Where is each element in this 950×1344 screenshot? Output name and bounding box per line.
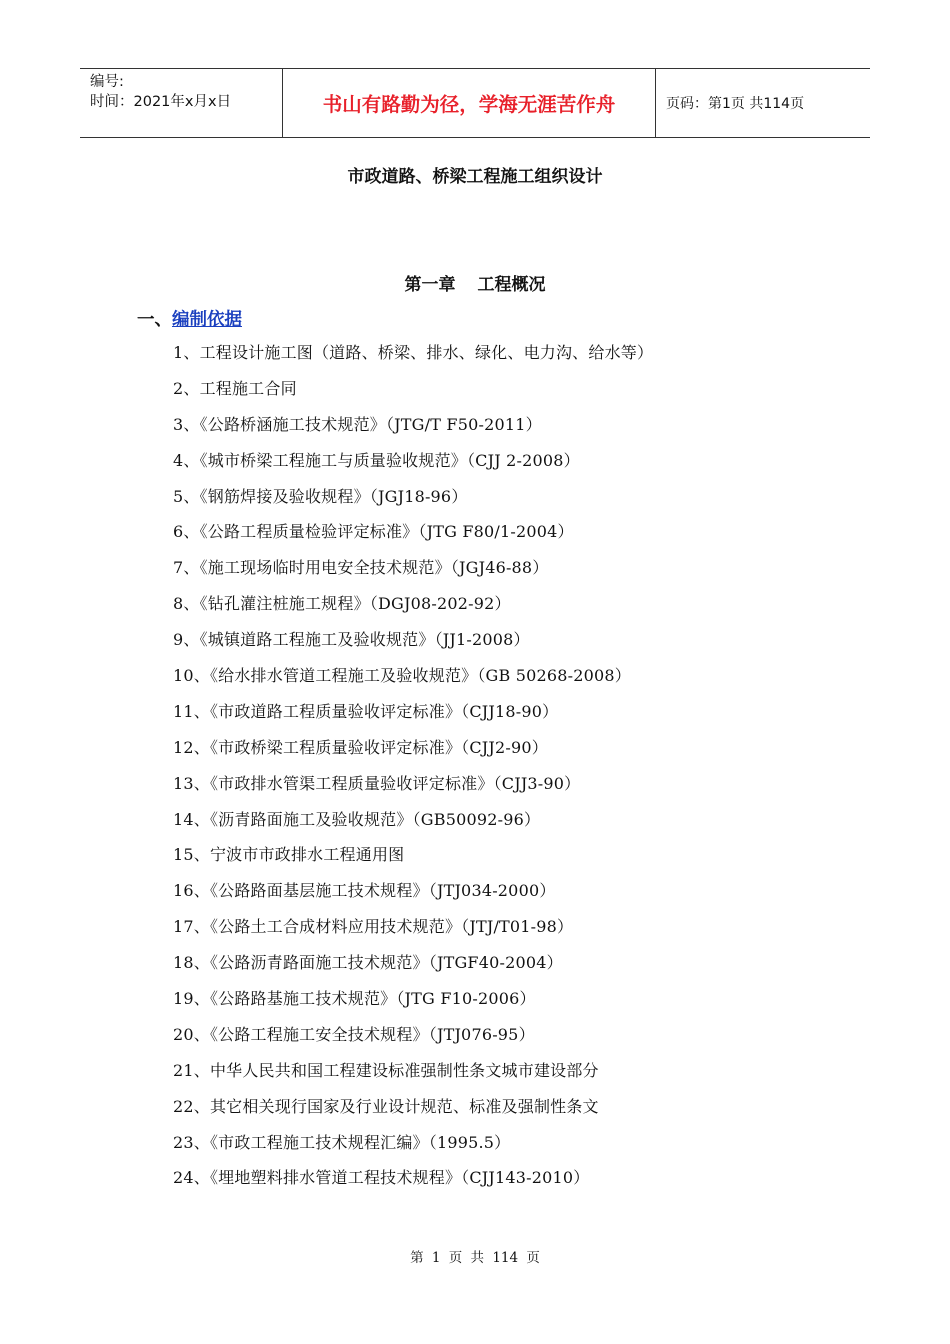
date-label: 时间：2021年x月x日 <box>90 94 232 110</box>
number-label: 编号: <box>90 74 124 90</box>
list-item: 3、《公路桥涵施工技术规范》（JTG/T F50-2011） <box>173 414 542 434</box>
list-item: 13、《市政排水管渠工程质量验收评定标准》（CJJ3-90） <box>173 773 581 793</box>
list-item: 17、《公路土工合成材料应用技术规范》（JTJ/T01-98） <box>173 917 574 937</box>
basis-list <box>173 342 653 1203</box>
list-item: 5、《钢筋焊接及验收规程》（JGJ18-96） <box>173 486 468 506</box>
list-item: 11、《市政道路工程质量验收评定标准》（CJJ18-90） <box>173 701 559 721</box>
list-item: 20、《公路工程施工安全技术规程》（JTJ076-95） <box>173 1024 535 1044</box>
list-item: 23、《市政工程施工技术规程汇编》（1995.5） <box>173 1132 511 1152</box>
list-item: 18、《公路沥青路面施工技术规范》（JTGF40-2004） <box>173 953 563 973</box>
header-motto: 书山有路勤为径，学海无涯苦作舟 <box>282 69 656 137</box>
page-footer: 第 1 页 共 114 页 <box>410 1250 540 1266</box>
list-item: 1、工程设计施工图（道路、桥梁、排水、绿化、电力沟、给水等） <box>173 343 654 362</box>
list-item: 10、《给水排水管道工程施工及验收规范》（GB 50268-2008） <box>173 666 632 686</box>
list-item: 16、《公路路面基层施工技术规程》（JTJ034-2000） <box>173 881 556 901</box>
list-item: 4、《城市桥梁工程施工与质量验收规范》（CJJ 2-2008） <box>173 450 580 470</box>
chapter-number: 第一章 <box>404 275 456 295</box>
list-item: 6、《公路工程质量检验评定标准》（JTG F80/1-2004） <box>173 522 574 542</box>
chapter-title: 工程概况 <box>477 275 546 295</box>
chapter-heading <box>0 270 950 295</box>
list-item: 7、《施工现场临时用电安全技术规范》（JGJ46-88） <box>173 558 549 578</box>
list-item: 24、《埋地塑料排水管道工程技术规程》（CJJ143-2010） <box>173 1168 590 1188</box>
section-title-link[interactable]: 编制依据 <box>172 310 242 330</box>
list-item: 15、宁波市市政排水工程通用图 <box>173 845 405 865</box>
header-page-info: 页码：第1页 共114页 <box>666 96 805 112</box>
list-item: 2、工程施工合同 <box>173 378 297 398</box>
list-item: 8、《钻孔灌注桩施工规程》（DGJ08-202-92） <box>173 594 511 614</box>
header-meta <box>80 69 282 137</box>
list-item: 14、《沥青路面施工及验收规范》（GB50092-96） <box>173 809 541 829</box>
list-item: 12、《市政桥梁工程质量验收评定标准》（CJJ2-90） <box>173 737 548 757</box>
list-item: 21、中华人民共和国工程建设标准强制性条文城市建设部分 <box>173 1060 599 1080</box>
section-prefix: 一、 <box>137 310 172 330</box>
list-item: 22、其它相关现行国家及行业设计规范、标准及强制性条文 <box>173 1096 599 1116</box>
list-item: 19、《公路路基施工技术规范》（JTG F10-2006） <box>173 989 536 1009</box>
document-title: 市政道路、桥梁工程施工组织设计 <box>347 167 603 187</box>
section-heading <box>137 306 242 331</box>
list-item: 9、《城镇道路工程施工及验收规范》（JJ1-2008） <box>173 630 530 650</box>
header-table <box>80 68 870 138</box>
